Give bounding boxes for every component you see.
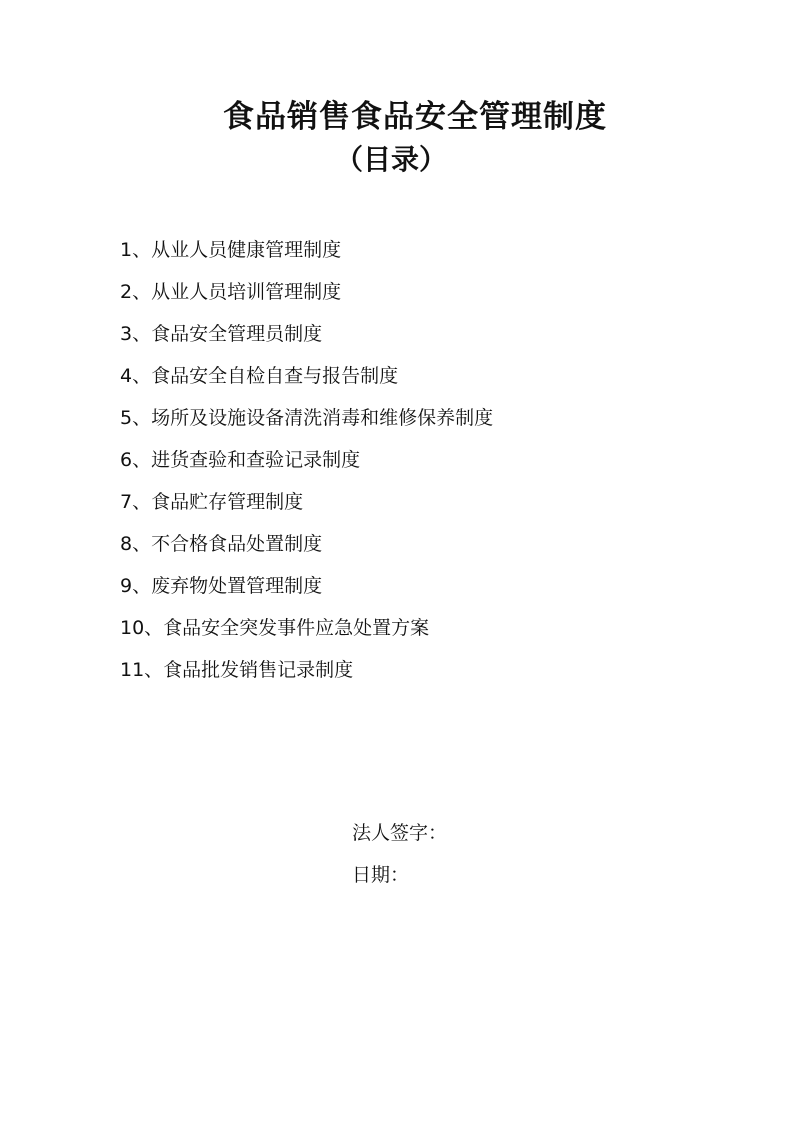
toc-item: 8、不合格食品处置制度 (120, 533, 323, 555)
toc-item: 9、废弃物处置管理制度 (120, 575, 323, 597)
signature-label: 法人签字： (352, 822, 448, 844)
date-label: 日期： (352, 864, 410, 886)
toc-item: 2、从业人员培训管理制度 (120, 281, 342, 303)
signature-block (352, 812, 447, 896)
toc-item: 3、食品安全管理员制度 (120, 323, 323, 345)
toc-item: 11、食品批发销售记录制度 (120, 659, 354, 681)
toc-item: 10、食品安全突发事件应急处置方案 (120, 617, 430, 639)
toc-item: 5、场所及设施设备清洗消毒和维修保养制度 (120, 407, 494, 429)
toc-item: 6、进货查验和查验记录制度 (120, 449, 361, 471)
toc-item: 4、食品安全自检自查与报告制度 (120, 365, 399, 387)
title-block (0, 95, 800, 181)
toc-item: 1、从业人员健康管理制度 (120, 239, 342, 261)
document-title: 食品销售食品安全管理制度 (223, 99, 607, 135)
document-subtitle: （目录） (334, 143, 447, 176)
table-of-contents (120, 229, 493, 691)
toc-item: 7、食品贮存管理制度 (120, 491, 304, 513)
